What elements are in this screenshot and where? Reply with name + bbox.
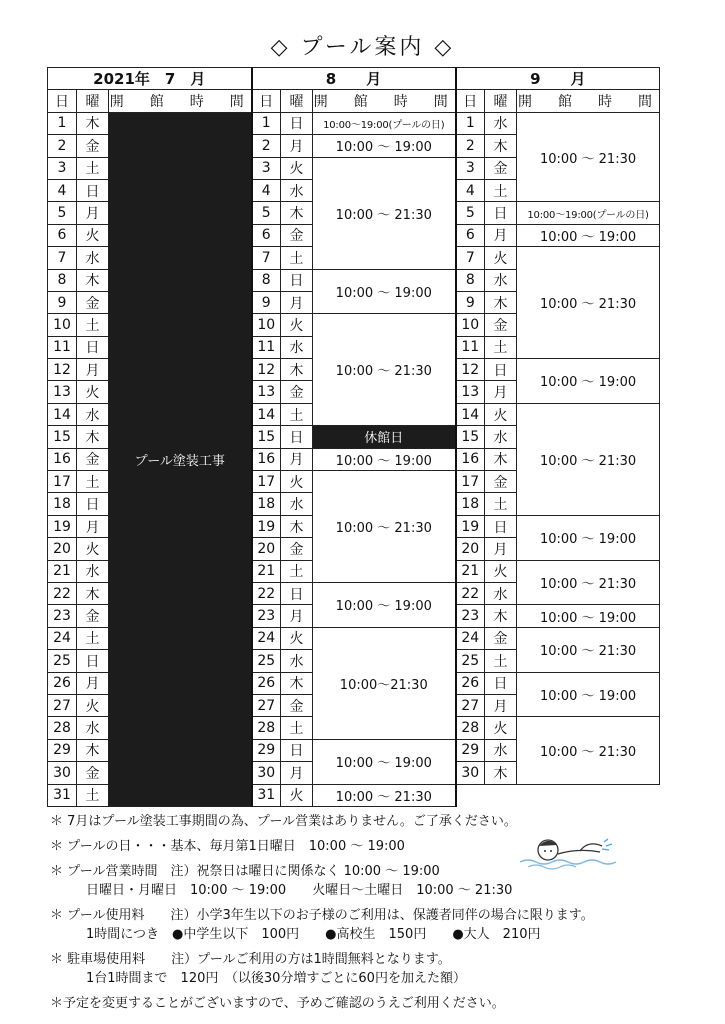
weekday: 水 bbox=[77, 560, 109, 582]
day-number: 20 bbox=[456, 538, 485, 560]
weekday: 月 bbox=[77, 672, 109, 694]
hours-cell: 10:00 ～ 21:30 bbox=[517, 247, 660, 359]
day-number: 17 bbox=[48, 471, 77, 493]
day-number: 25 bbox=[48, 650, 77, 672]
weekday: 木 bbox=[77, 739, 109, 761]
day-number: 24 bbox=[48, 627, 77, 649]
weekday: 土 bbox=[77, 627, 109, 649]
col-day: 日 bbox=[252, 90, 281, 112]
day-number: 27 bbox=[48, 694, 77, 716]
day-number: 23 bbox=[456, 605, 485, 627]
weekday: 火 bbox=[281, 627, 313, 649]
day-number: 28 bbox=[48, 717, 77, 739]
weekday: 火 bbox=[281, 471, 313, 493]
note-line: ＊ 駐車場使用料 注）プールご利用の方は1時間無料となります。 bbox=[50, 952, 451, 967]
day-number: 11 bbox=[48, 336, 77, 358]
day-number: 10 bbox=[456, 314, 485, 336]
col-weekday: 曜 bbox=[485, 90, 517, 112]
day-number: 8 bbox=[48, 269, 77, 291]
weekday: 火 bbox=[485, 247, 517, 269]
day-number: 4 bbox=[456, 179, 485, 201]
weekday: 火 bbox=[485, 403, 517, 425]
day-number: 29 bbox=[48, 739, 77, 761]
day-number: 2 bbox=[456, 135, 485, 157]
weekday: 日 bbox=[281, 426, 313, 448]
weekday: 水 bbox=[77, 247, 109, 269]
weekday: 土 bbox=[77, 471, 109, 493]
day-number: 29 bbox=[456, 739, 485, 761]
day-number: 22 bbox=[456, 582, 485, 604]
day-number: 12 bbox=[456, 359, 485, 381]
weekday: 木 bbox=[281, 202, 313, 224]
day-number: 14 bbox=[252, 403, 281, 425]
day-number: 3 bbox=[456, 157, 485, 179]
weekday: 水 bbox=[281, 336, 313, 358]
day-number: 28 bbox=[252, 717, 281, 739]
weekday: 火 bbox=[77, 694, 109, 716]
note-line: ＊ プール使用料 注）小学3年生以下のお子様のご利用は、保護者同伴の場合に限ります。 bbox=[50, 908, 594, 923]
weekday: 火 bbox=[485, 560, 517, 582]
weekday: 木 bbox=[77, 426, 109, 448]
weekday: 木 bbox=[485, 762, 517, 784]
weekday: 金 bbox=[77, 605, 109, 627]
weekday: 日 bbox=[77, 336, 109, 358]
weekday: 月 bbox=[77, 202, 109, 224]
day-number: 19 bbox=[48, 515, 77, 537]
day-number: 6 bbox=[252, 224, 281, 246]
hours-cell: 10:00～19:00(プールの日) bbox=[313, 112, 456, 134]
weekday: 木 bbox=[485, 135, 517, 157]
day-number: 10 bbox=[48, 314, 77, 336]
weekday: 土 bbox=[77, 157, 109, 179]
weekday: 金 bbox=[485, 157, 517, 179]
schedule-table bbox=[47, 67, 660, 807]
hours-cell: 10:00 ～ 19:00 bbox=[313, 582, 456, 627]
day-number: 28 bbox=[456, 717, 485, 739]
day-number: 16 bbox=[252, 448, 281, 470]
day-number: 24 bbox=[252, 627, 281, 649]
hours-cell: 10:00～21:30 bbox=[313, 627, 456, 739]
weekday: 火 bbox=[281, 157, 313, 179]
weekday: 土 bbox=[281, 247, 313, 269]
day-number: 25 bbox=[456, 650, 485, 672]
day-number: 10 bbox=[252, 314, 281, 336]
hours-cell: 10:00 ～ 21:30 bbox=[313, 471, 456, 583]
col-weekday: 曜 bbox=[281, 90, 313, 112]
hours-cell: 10:00 ～ 21:30 bbox=[517, 112, 660, 202]
weekday: 火 bbox=[77, 381, 109, 403]
day-number: 22 bbox=[48, 582, 77, 604]
weekday: 木 bbox=[485, 448, 517, 470]
weekday: 金 bbox=[281, 694, 313, 716]
day-number: 17 bbox=[252, 471, 281, 493]
weekday: 日 bbox=[281, 582, 313, 604]
weekday: 金 bbox=[485, 314, 517, 336]
day-number: 2 bbox=[252, 135, 281, 157]
day-number: 31 bbox=[48, 784, 77, 806]
hours-cell: 10:00 ～ 21:30 bbox=[517, 627, 660, 672]
weekday: 月 bbox=[281, 762, 313, 784]
day-number: 8 bbox=[456, 269, 485, 291]
hours-cell: 10:00 ～ 21:30 bbox=[313, 784, 456, 806]
table-row bbox=[48, 112, 660, 134]
day-number: 1 bbox=[48, 112, 77, 134]
weekday: 金 bbox=[281, 538, 313, 560]
day-number: 14 bbox=[48, 403, 77, 425]
weekday: 土 bbox=[281, 717, 313, 739]
col-day: 日 bbox=[48, 90, 77, 112]
note-line: ＊予定を変更することがございますので、予めご確認のうえご利用ください。 bbox=[50, 996, 505, 1011]
weekday: 土 bbox=[77, 314, 109, 336]
day-number: 14 bbox=[456, 403, 485, 425]
day-number: 12 bbox=[252, 359, 281, 381]
weekday: 金 bbox=[485, 627, 517, 649]
day-number: 4 bbox=[48, 179, 77, 201]
day-number: 5 bbox=[456, 202, 485, 224]
weekday: 水 bbox=[281, 650, 313, 672]
weekday: 木 bbox=[281, 672, 313, 694]
day-number: 20 bbox=[252, 538, 281, 560]
day-number: 16 bbox=[48, 448, 77, 470]
weekday: 金 bbox=[77, 135, 109, 157]
weekday: 日 bbox=[485, 515, 517, 537]
day-number: 5 bbox=[252, 202, 281, 224]
hours-cell: 10:00 ～ 19:00 bbox=[313, 739, 456, 784]
weekday: 木 bbox=[77, 112, 109, 134]
weekday: 月 bbox=[485, 694, 517, 716]
weekday: 金 bbox=[77, 291, 109, 313]
weekday: 月 bbox=[281, 448, 313, 470]
weekday: 日 bbox=[281, 739, 313, 761]
weekday: 木 bbox=[485, 291, 517, 313]
day-number: 27 bbox=[252, 694, 281, 716]
note-line: 日曜日・月曜日 10:00 ～ 19:00 火曜日～土曜日 10:00 ～ 21:30 bbox=[86, 883, 513, 898]
hours-cell: 10:00 ～ 21:30 bbox=[517, 403, 660, 515]
day-number: 30 bbox=[252, 762, 281, 784]
hours-cell: 10:00 ～ 21:30 bbox=[313, 314, 456, 426]
hours-cell: 10:00 ～ 19:00 bbox=[313, 135, 456, 157]
day-number: 16 bbox=[456, 448, 485, 470]
col-day: 日 bbox=[456, 90, 485, 112]
weekday: 土 bbox=[485, 336, 517, 358]
day-number: 17 bbox=[456, 471, 485, 493]
day-number: 23 bbox=[252, 605, 281, 627]
weekday: 月 bbox=[77, 515, 109, 537]
day-number: 19 bbox=[456, 515, 485, 537]
note-line: ＊ 7月はプール塗装工事期間の為、プール営業はありません。ご了承ください。 bbox=[50, 814, 517, 829]
weekday: 木 bbox=[485, 605, 517, 627]
day-number: 25 bbox=[252, 650, 281, 672]
day-number: 15 bbox=[252, 426, 281, 448]
day-number: 2 bbox=[48, 135, 77, 157]
weekday: 土 bbox=[281, 403, 313, 425]
hours-cell: 10:00 ～ 19:00 bbox=[517, 515, 660, 560]
weekday: 土 bbox=[485, 493, 517, 515]
hours-cell: 10:00 ～ 19:00 bbox=[517, 605, 660, 627]
note-item bbox=[50, 812, 690, 831]
note-line: 1時間につき ●中学生以下 100円 ●高校生 150円 ●大人 210円 bbox=[86, 927, 541, 942]
day-number: 3 bbox=[252, 157, 281, 179]
weekday: 金 bbox=[281, 381, 313, 403]
day-number: 22 bbox=[252, 582, 281, 604]
day-number: 9 bbox=[252, 291, 281, 313]
day-number: 21 bbox=[252, 560, 281, 582]
hours-cell: 10:00 ～ 21:30 bbox=[517, 717, 660, 784]
hours-cell: 10:00 ～ 19:00 bbox=[517, 672, 660, 717]
weekday: 水 bbox=[485, 269, 517, 291]
weekday: 日 bbox=[77, 650, 109, 672]
hours-cell: 10:00 ～ 19:00 bbox=[517, 359, 660, 404]
closed-block: プール塗装工事 bbox=[109, 112, 252, 806]
day-number: 7 bbox=[48, 247, 77, 269]
weekday: 日 bbox=[281, 112, 313, 134]
weekday: 金 bbox=[485, 471, 517, 493]
col-hours: 開 館 時 間 bbox=[313, 90, 456, 112]
day-number: 29 bbox=[252, 739, 281, 761]
weekday: 水 bbox=[485, 112, 517, 134]
weekday: 火 bbox=[281, 314, 313, 336]
weekday: 土 bbox=[485, 650, 517, 672]
hours-cell: 10:00～19:00(プールの日) bbox=[517, 202, 660, 224]
weekday: 土 bbox=[77, 784, 109, 806]
day-number: 6 bbox=[456, 224, 485, 246]
col-hours: 開 館 時 間 bbox=[109, 90, 252, 112]
weekday: 月 bbox=[485, 538, 517, 560]
note-item bbox=[50, 950, 690, 988]
weekday: 土 bbox=[281, 560, 313, 582]
note-item bbox=[50, 906, 690, 944]
day-number: 8 bbox=[252, 269, 281, 291]
weekday: 木 bbox=[77, 269, 109, 291]
hours-cell: 10:00 ～ 19:00 bbox=[313, 448, 456, 470]
day-number: 12 bbox=[48, 359, 77, 381]
weekday: 日 bbox=[485, 359, 517, 381]
day-number: 19 bbox=[252, 515, 281, 537]
weekday: 水 bbox=[77, 717, 109, 739]
day-number: 26 bbox=[456, 672, 485, 694]
weekday: 日 bbox=[77, 179, 109, 201]
day-number: 18 bbox=[252, 493, 281, 515]
day-number: 13 bbox=[48, 381, 77, 403]
day-number: 20 bbox=[48, 538, 77, 560]
weekday: 月 bbox=[77, 359, 109, 381]
day-number: 7 bbox=[456, 247, 485, 269]
page-title: ◇ プール案内 ◇ bbox=[270, 35, 455, 60]
weekday: 金 bbox=[77, 762, 109, 784]
month-header-august: 8 月 bbox=[252, 68, 456, 90]
day-number: 24 bbox=[456, 627, 485, 649]
weekday: 火 bbox=[485, 717, 517, 739]
weekday: 日 bbox=[281, 269, 313, 291]
day-number: 21 bbox=[456, 560, 485, 582]
weekday: 月 bbox=[485, 224, 517, 246]
weekday: 月 bbox=[281, 135, 313, 157]
month-header-july: 2021年 7 月 bbox=[48, 68, 252, 90]
hours-cell: 10:00 ～ 19:00 bbox=[517, 224, 660, 246]
note-line: ＊ プール営業時間 注）祝祭日は曜日に関係なく 10:00 ～ 19:00 bbox=[50, 864, 440, 879]
day-number: 15 bbox=[48, 426, 77, 448]
weekday: 木 bbox=[281, 515, 313, 537]
day-number: 3 bbox=[48, 157, 77, 179]
weekday: 水 bbox=[485, 582, 517, 604]
day-number: 30 bbox=[48, 762, 77, 784]
weekday: 月 bbox=[485, 381, 517, 403]
month-header-september: 9 月 bbox=[456, 68, 660, 90]
weekday: 月 bbox=[281, 605, 313, 627]
day-number: 1 bbox=[252, 112, 281, 134]
weekday: 金 bbox=[281, 224, 313, 246]
note-item bbox=[50, 994, 690, 1013]
day-number: 18 bbox=[48, 493, 77, 515]
weekday: 水 bbox=[77, 403, 109, 425]
closed-day-cell: 休館日 bbox=[313, 426, 456, 448]
hours-cell: 10:00 ～ 19:00 bbox=[313, 269, 456, 314]
weekday: 水 bbox=[281, 179, 313, 201]
day-number: 30 bbox=[456, 762, 485, 784]
weekday: 日 bbox=[485, 202, 517, 224]
day-number: 11 bbox=[456, 336, 485, 358]
note-line: 1台1時間まで 120円 （以後30分増すごとに60円を加えた額） bbox=[86, 971, 466, 986]
weekday: 木 bbox=[77, 582, 109, 604]
day-number: 13 bbox=[252, 381, 281, 403]
weekday: 日 bbox=[485, 672, 517, 694]
note-line: ＊ プールの日・・・基本、毎月第1日曜日 10:00 ～ 19:00 bbox=[50, 839, 405, 854]
notes-section bbox=[50, 812, 690, 1019]
weekday: 月 bbox=[281, 291, 313, 313]
day-number: 15 bbox=[456, 426, 485, 448]
weekday: 水 bbox=[485, 739, 517, 761]
weekday: 木 bbox=[281, 359, 313, 381]
note-item bbox=[50, 862, 690, 900]
weekday: 金 bbox=[77, 448, 109, 470]
weekday: 火 bbox=[77, 538, 109, 560]
day-number: 23 bbox=[48, 605, 77, 627]
hours-cell: 10:00 ～ 21:30 bbox=[313, 157, 456, 269]
day-number: 26 bbox=[48, 672, 77, 694]
day-number: 6 bbox=[48, 224, 77, 246]
note-item bbox=[50, 837, 690, 856]
weekday: 火 bbox=[77, 224, 109, 246]
weekday: 水 bbox=[485, 426, 517, 448]
day-number: 9 bbox=[48, 291, 77, 313]
day-number: 13 bbox=[456, 381, 485, 403]
weekday: 土 bbox=[485, 179, 517, 201]
col-hours: 開 館 時 間 bbox=[517, 90, 660, 112]
day-number: 11 bbox=[252, 336, 281, 358]
day-number: 31 bbox=[252, 784, 281, 806]
day-number: 27 bbox=[456, 694, 485, 716]
day-number: 9 bbox=[456, 291, 485, 313]
weekday: 日 bbox=[77, 493, 109, 515]
day-number: 26 bbox=[252, 672, 281, 694]
weekday: 水 bbox=[281, 493, 313, 515]
day-number: 7 bbox=[252, 247, 281, 269]
day-number: 21 bbox=[48, 560, 77, 582]
col-weekday: 曜 bbox=[77, 90, 109, 112]
hours-cell: 10:00 ～ 21:30 bbox=[517, 560, 660, 605]
weekday: 火 bbox=[281, 784, 313, 806]
day-number: 18 bbox=[456, 493, 485, 515]
day-number: 1 bbox=[456, 112, 485, 134]
day-number: 4 bbox=[252, 179, 281, 201]
day-number: 5 bbox=[48, 202, 77, 224]
